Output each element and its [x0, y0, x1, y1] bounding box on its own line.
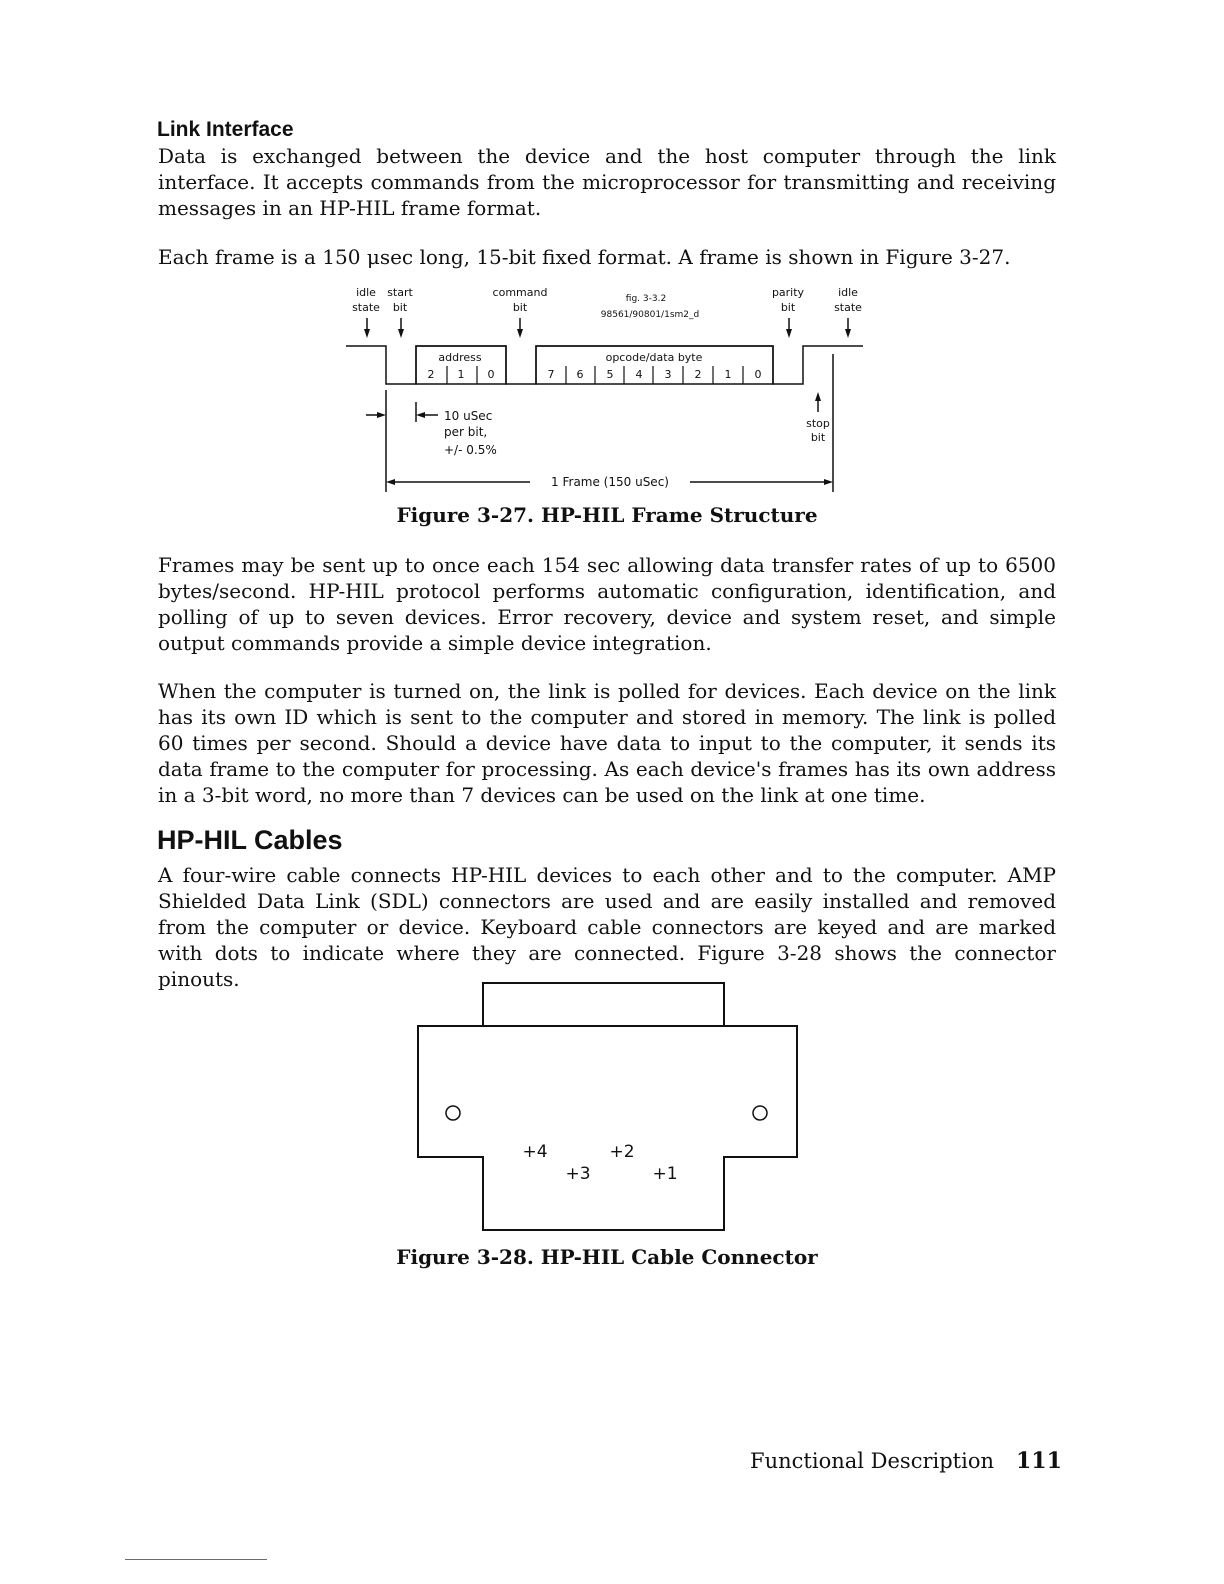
data-bit: 2 — [694, 368, 702, 381]
data-bit: 7 — [547, 368, 555, 381]
section-heading-cables: HP-HIL Cables — [157, 825, 343, 855]
paragraph-polling: When the computer is turned on, the link is polled for devices. Each device on the link has its own ID which is sent to the computer and stored in memory. The link is polled 60 times per second. Should a device have data to input to the computer, it sends its data frame to the computer for processing. As each device's frames has its own address in a 3-bit word, no more than 7 devices can be used on the link at one time. — [158, 679, 1056, 807]
label-parity-bit-2: bit — [780, 301, 796, 314]
down-arrow-icon — [364, 318, 851, 338]
label-timing-tolerance: +/- 0.5% — [444, 443, 497, 457]
cable-connector-diagram — [410, 975, 806, 1240]
label-start-bit-2: bit — [392, 301, 408, 314]
data-bit: 0 — [754, 368, 762, 381]
label-frame-length: 1 Frame (150 uSec) — [551, 475, 669, 489]
label-stop-bit: stop — [806, 417, 830, 430]
label-start-bit: start — [387, 286, 413, 299]
label-idle-state-right-2: state — [834, 301, 862, 314]
footer-section-title: Functional Description — [750, 1449, 994, 1473]
label-idle-state-left: idle — [356, 286, 376, 299]
paragraph-link-interface: Data is exchanged between the device and the host computer through the link interface. It accepts commands from the microprocessor for transmitting and receiving messages in an HP-HIL frame format. — [158, 144, 1056, 220]
frame-structure-diagram — [330, 280, 890, 500]
data-bit: 4 — [635, 368, 643, 381]
figure-caption-cable-connector: Figure 3-28. HP-HIL Cable Connector — [396, 1245, 818, 1269]
mounting-hole-left — [446, 1106, 460, 1120]
paragraph-frame-rate: Frames may be sent up to once each 154 sec allowing data transfer rates of up to 6500 bytes/second. HP-HIL protocol performs automatic configuration, identification, and polling of up to seven devices. Error recovery, device and system reset, and simple output commands provide a simple device integration. — [158, 553, 1056, 655]
pin-label: +4 — [522, 1142, 548, 1162]
paragraph-frame-format: Each frame is a 150 μsec long, 15-bit fixed format. A frame is shown in Figure 3-27. — [158, 245, 1011, 269]
label-opcode-data-byte: opcode/data byte — [605, 351, 703, 364]
pin-label: +1 — [652, 1164, 678, 1184]
label-command-bit: command — [492, 286, 548, 299]
figure-caption-frame-structure: Figure 3-27. HP-HIL Frame Structure — [396, 503, 818, 527]
mounting-hole-right — [753, 1106, 767, 1120]
label-fig-ref-2: 98561/90801/1sm2_d — [600, 310, 700, 320]
label-idle-state-right: idle — [838, 286, 858, 299]
label-timing-per-bit-2: per bit, — [444, 425, 488, 439]
label-command-bit-2: bit — [512, 301, 528, 314]
data-bit: 3 — [664, 368, 672, 381]
section-heading-link-interface: Link Interface — [157, 118, 294, 141]
data-bit: 6 — [576, 368, 584, 381]
data-bit: 1 — [724, 368, 732, 381]
address-bit: 2 — [427, 368, 435, 381]
address-bit: 1 — [457, 368, 465, 381]
pin-label: +2 — [609, 1142, 635, 1162]
bottom-divider — [125, 1559, 267, 1560]
label-timing-per-bit: 10 uSec — [444, 409, 493, 423]
label-fig-ref: fig. 3-3.2 — [625, 294, 667, 304]
label-stop-bit-2: bit — [810, 431, 826, 444]
label-address-field: address — [438, 351, 482, 364]
label-parity-bit: parity — [771, 286, 805, 299]
pin-label: +3 — [565, 1164, 591, 1184]
paragraph-cables: A four-wire cable connects HP-HIL devices to each other and to the computer. AMP Shielded Data Link (SDL) connectors are used and are easily installed and removed from the computer or device. Keyboard cable connectors are keyed and are marked with dots to indicate where they are connected. Figure 3-28 shows the connector pinouts. — [158, 863, 1056, 991]
data-bit: 5 — [606, 368, 614, 381]
page-number: 111 — [1016, 1448, 1062, 1474]
address-bit: 0 — [487, 368, 495, 381]
label-idle-state-left-2: state — [352, 301, 380, 314]
